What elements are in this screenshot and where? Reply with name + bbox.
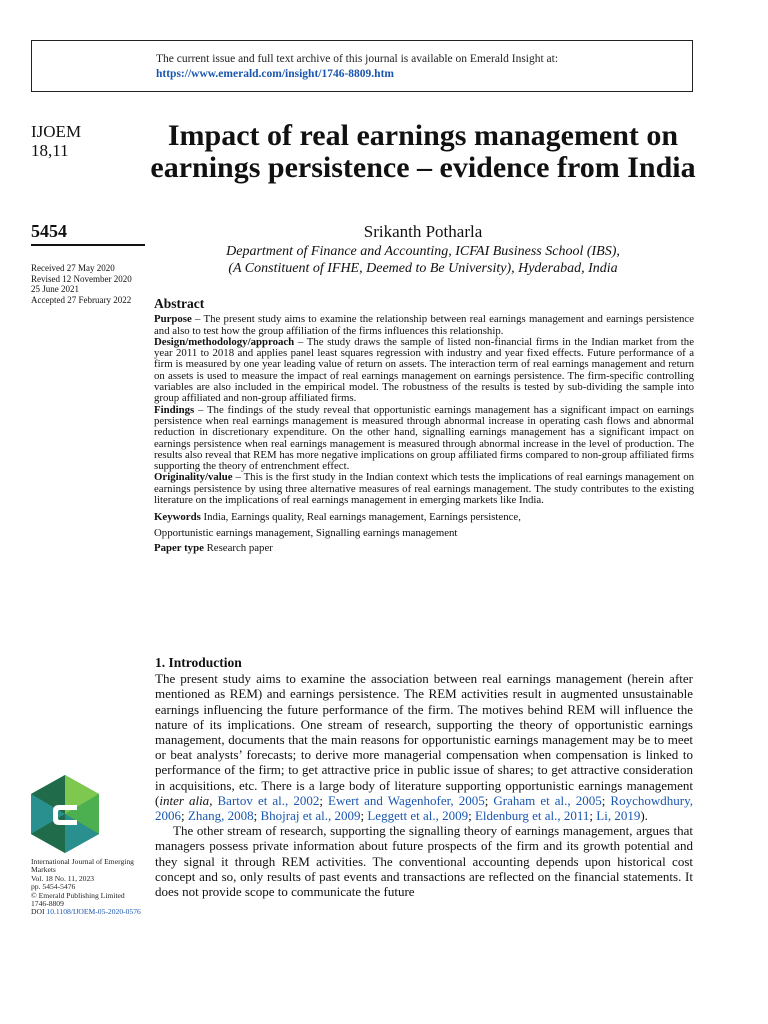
abstract-originality — [154, 472, 694, 506]
author-name: Srikanth Potharla — [363, 222, 483, 241]
separator: ; — [484, 792, 494, 808]
originality-label: Originality/value — [154, 471, 233, 484]
article-title: Impact of real earnings management on earnings persistence – evidence from India — [150, 119, 696, 184]
access-banner — [31, 40, 693, 92]
separator: ; — [319, 792, 329, 808]
revised-date: Revised 12 November 2020 — [31, 273, 132, 284]
paper-type-label: Paper type — [154, 542, 204, 555]
publisher: © Emerald Publishing Limited — [31, 890, 125, 900]
intro-text: The present study aims to examine the association between real earnings management (herein after mentioned as REM) and earnings persistence. The REM activities result in augmented unsustainable earnings influencing the future performance of the firm. The motives behind REM will influence the nature of its implications. One stream of research, supporting the theory of opportunistic earnings management, documents that the main reasons for opportunistic earnings management may be to meet or beat analysts’ forecasts; to derive more managerial compensation when compensation is linked to performance of the firm; to get attractive price in public issue of shares; to get attractive consideration in acquisitions, etc. There is a large body of literature supporting opportunistic earnings management ( — [155, 671, 693, 808]
journal-imprint — [31, 858, 141, 917]
citation-link[interactable]: Bartov et al., 2002 — [217, 792, 320, 808]
received-date: Received 27 May 2020 — [31, 263, 115, 273]
issn: 1746-8809 — [31, 899, 64, 909]
citation-link[interactable]: Leggett et al., 2009 — [367, 808, 469, 824]
affiliation-line-1: Department of Finance and Accounting, ICFAI Business School (IBS), — [226, 244, 620, 259]
journal-name-line-2: Markets — [31, 865, 56, 875]
intro-paragraph-2: The other stream of research, supporting the signalling theory of earnings management, argues that managers possess private information about future prospects of the firm and its growth potential and they signal it through REM activities. The conventional accounting depends upon historical cost concept and so, only results of past events and transactions are reflected on the financial statements. It does not provide scope to communicate the future — [155, 823, 693, 900]
banner-text: The current issue and full text archive of this journal is available on Emerald Insight at: — [156, 53, 559, 65]
keywords — [154, 510, 694, 557]
originality-text: – This is the first study in the Indian context which tests the implications of real earnings management on earnings persistence by using three alternative measures of real earnings management. The study contributes to the existing literature on the implications of real earnings management in emerging markets like India. — [154, 471, 694, 507]
separator: ; — [360, 808, 368, 824]
citation-link[interactable]: Li, 2019 — [596, 808, 641, 824]
doi — [31, 908, 141, 916]
citation-link[interactable]: Roychowdhury, 2006 — [155, 792, 693, 824]
journal-pages: pp. 5454-5476 — [31, 882, 76, 892]
journal-volume: 18,11 — [31, 141, 69, 160]
purpose-label: Purpose — [154, 313, 192, 326]
separator: ; — [181, 808, 188, 824]
keywords-label: Keywords — [154, 511, 201, 524]
page-number: 5454 — [31, 221, 67, 241]
design-text: – The study draws the sample of listed non-financial firms in the Indian market from the year 2011 to 2018 and applies panel least squares regression with industry and year fixed effects. Future performance of a firm is measured by one year leading value of return on assets. The interaction term of real earnings management and return on assets is used to measure the impact of real earnings management on earnings persistence. The firm-specific controlling variables are also included in the empirical model. The robustness of the results is tested by sub-dividing the sample into group affiliated and non-group affiliated firms. — [154, 335, 694, 405]
author-affiliation — [150, 243, 696, 277]
abstract-purpose — [154, 314, 694, 337]
emerald-logo-icon — [31, 775, 99, 853]
separator: ; — [468, 808, 475, 824]
findings-text: – The findings of the study reveal that opportunistic earnings management has a significant impact on earnings persistence when real earnings management is measured through abnormal increase in operating cash flows and abnormal reduction in discretionary expenditure. On the other hand, signalling earnings management has a significant impact on earnings persistence when real earnings management is measured through abnormal increase in the level of production. The results also reveal that REM has more negative implications on group affiliated firms compared to non-group affiliated firms supporting the theory of entrenchment effect. — [154, 403, 694, 473]
paper-type-text: Research paper — [203, 542, 273, 555]
purpose-text: – The present study aims to examine the relationship between real earnings management and earnings persistence and also to test how the group affiliation of the firms influences this relationship. — [154, 313, 694, 337]
divider — [31, 244, 145, 246]
citation-link[interactable]: Bhojraj et al., 2009 — [260, 808, 361, 824]
citation-link[interactable]: Zhang, 2008 — [187, 808, 254, 824]
keywords-line-2: Opportunistic earnings management, Signalling earnings management — [154, 526, 458, 539]
abstract-design — [154, 337, 694, 405]
article-history — [31, 263, 132, 305]
revised-date-2: 25 June 2021 — [31, 284, 79, 294]
doi-label: DOI — [31, 907, 47, 917]
accepted-date: Accepted 27 February 2022 — [31, 294, 132, 305]
inter-alia: inter alia — [159, 792, 210, 808]
citation-link[interactable]: Ewert and Wagenhofer, 2005 — [328, 792, 485, 808]
findings-label: Findings — [154, 403, 195, 416]
journal-url-link[interactable]: https://www.emerald.com/insight/1746-8809.htm — [156, 68, 394, 80]
separator: , — [209, 792, 218, 808]
intro-paragraph-1 — [155, 671, 693, 823]
abstract-section — [154, 298, 694, 557]
introduction-heading: 1. Introduction — [155, 655, 242, 670]
abstract-findings — [154, 405, 694, 473]
affiliation-line-2: (A Constituent of IFHE, Deemed to Be University), Hyderabad, India — [228, 261, 618, 276]
citation-link[interactable]: Eldenburg et al., 2011 — [474, 808, 590, 824]
keywords-line-1: India, Earnings quality, Real earnings management, Earnings persistence, — [200, 511, 521, 524]
separator: ; — [589, 808, 597, 824]
closing-text: ). — [640, 808, 648, 824]
journal-vol: Vol. 18 No. 11, 2023 — [31, 873, 95, 883]
introduction-section — [155, 655, 693, 899]
citation-link[interactable]: Graham et al., 2005 — [493, 792, 602, 808]
journal-abbreviation — [31, 122, 81, 160]
abstract-heading: Abstract — [154, 296, 205, 311]
design-label: Design/methodology/approach — [154, 335, 295, 348]
separator: ; — [601, 792, 611, 808]
journal-abbr: IJOEM — [31, 122, 82, 141]
doi-link[interactable]: 10.1108/IJOEM-05-2020-0576 — [46, 907, 141, 917]
journal-name-line-1: International Journal of Emerging — [31, 857, 134, 866]
separator: ; — [253, 808, 261, 824]
